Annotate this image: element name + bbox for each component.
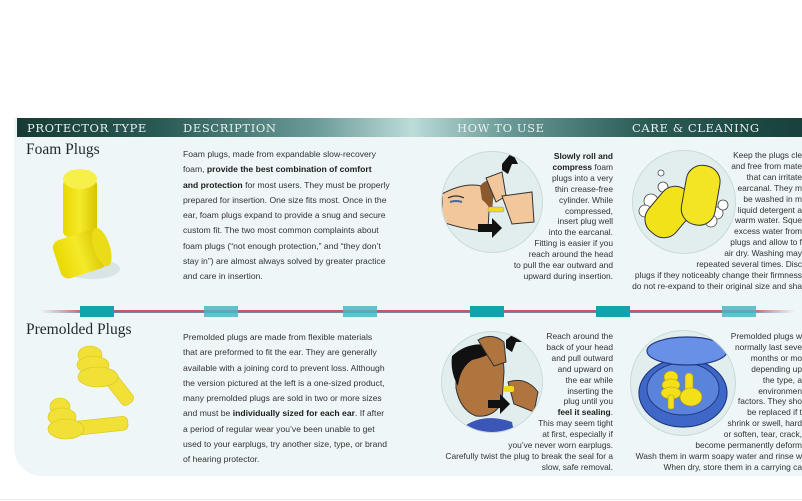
care-line: depending up [751,363,802,374]
header-protector-type: PROTECTOR TYPE [27,121,147,135]
premolded-plugs-how-to-use [430,331,613,473]
care-line: shrink or swell, hard [727,418,802,429]
how-line: Reach around the [546,331,613,341]
divider-marker [80,306,114,317]
desc-line: of hearing protector. [183,454,260,465]
foam-plugs-description [183,147,390,285]
how-line: at first, especially if [542,429,613,440]
how-line: cylinder. While [559,194,613,205]
care-line: air dry. Washing may [724,248,802,259]
how-line: compressed, [565,205,613,216]
care-line: repeated several times. Disc [696,259,802,270]
how-line: the ear while [565,374,613,385]
desc-line: available with a joining cord to prevent loss. Although [183,362,385,373]
care-line: become permanently deform [695,440,802,451]
table-header [17,118,802,137]
desc-line: foam, provide the best combination of comfort [183,164,372,175]
desc-line: and must be individually sized for each ear. If after [183,408,385,419]
care-line: excess water from [734,226,802,237]
desc-line: the version pictured at the left is a one-sized product, [183,377,385,388]
desc-line: many premolded plugs are sold in two or more sizes [183,393,382,404]
divider-marker [470,306,504,317]
desc-line: Premolded plugs are made from flexible materials [183,332,373,342]
care-line: Premolded plugs w [730,331,802,341]
how-line: thin crease-free [554,183,613,194]
care-line: Keep the plugs cle [733,150,802,160]
row-divider-shadow [40,312,795,313]
premolded-plugs-care-cleaning [618,331,802,473]
desc-line: and care in insertion. [183,271,263,282]
foam-plugs-how-to-use [470,151,613,282]
desc-line: Foam plugs, made from expandable slow-recovery [183,149,376,159]
how-line: and upward on [557,363,613,374]
care-line: months or mo [750,352,802,363]
bottom-border [0,499,802,500]
care-line: environmen [758,385,802,396]
how-line: plugs into a very [552,172,613,183]
how-line: you’ve never worn earplugs. [508,440,613,451]
how-line: compress foam [552,161,613,172]
desc-line: custom fit. The two most common complaints about [183,225,379,236]
desc-line: foam plugs (“not enough protection,” and “they don’t [183,240,381,251]
header-description: DESCRIPTION [183,121,277,135]
desc-line: a period of regular wear you’ve been unable to get [183,423,375,434]
care-line: or soften, tear, crack, [723,429,802,440]
premolded-plugs-description [183,330,387,468]
desc-line: used to your earplugs, try another size, type, or brand [183,439,387,450]
divider-marker [722,306,756,317]
divider-marker [343,306,377,317]
care-line: plugs if they noticeably change their firmness [634,269,802,280]
how-line: into the earcanal. [548,227,613,238]
care-line: factors. They sho [737,396,802,407]
how-line: reach around the head [528,249,613,260]
care-line: and free from mate [731,160,802,171]
foam-plugs-title: Foam Plugs [26,141,100,158]
care-line: warm water. Sque [734,215,802,226]
how-line: inserting the [567,385,613,396]
desc-line: stay in”) are almost always solved by greater practice [183,256,386,267]
how-line: Fitting is easier if you [534,238,613,249]
care-line: normally last seve [734,341,802,352]
header-how-to-use: HOW TO USE [457,121,545,135]
how-line: and pull outward [551,352,613,363]
desc-line: and protection for most users. They must be properly [183,179,390,190]
care-line: do not re-expand to their original size and sha [632,280,802,291]
how-line: Slowly roll and [553,151,613,161]
premolded-plugs-image [20,345,160,455]
how-line: back of your head [546,341,613,352]
care-line: the type, a [762,374,802,385]
foam-plugs-care-cleaning [618,150,802,292]
how-line: feel it sealing. [557,407,613,418]
desc-line: that are preformed to fit the ear. They are generally [183,347,377,358]
care-line: that can irritate [746,171,802,182]
desc-line: prepared for insertion. One size fits most. Once in the [183,194,387,205]
care-line: be washed in m [743,193,802,204]
how-line: upward during insertion. [523,270,613,281]
desc-line: ear, foam plugs expand to provide a snug and secure [183,210,386,221]
care-line: liquid detergent a [737,204,802,215]
how-line: Carefully twist the plug to break the seal for a [445,450,613,461]
header-care-cleaning: CARE & CLEANING [632,121,760,135]
how-line: This may seem tight [538,418,613,429]
how-line: to pull the ear outward and [513,260,613,271]
how-line: slow, safe removal. [541,461,613,472]
care-line: plugs and allow to f [730,237,802,248]
how-line: insert plug well [557,216,613,227]
foam-plugs-image [50,165,130,287]
care-line: be replaced if t [747,407,802,418]
premolded-plugs-title: Premolded Plugs [26,321,132,338]
care-line: earcanal. They m [737,182,802,193]
care-line: Wash them in warm soapy water and rinse w [635,450,802,461]
care-line: When dry, store them in a carrying ca [663,461,802,472]
divider-marker [204,306,238,317]
divider-marker [596,306,630,317]
how-line: plug until you [563,396,613,407]
